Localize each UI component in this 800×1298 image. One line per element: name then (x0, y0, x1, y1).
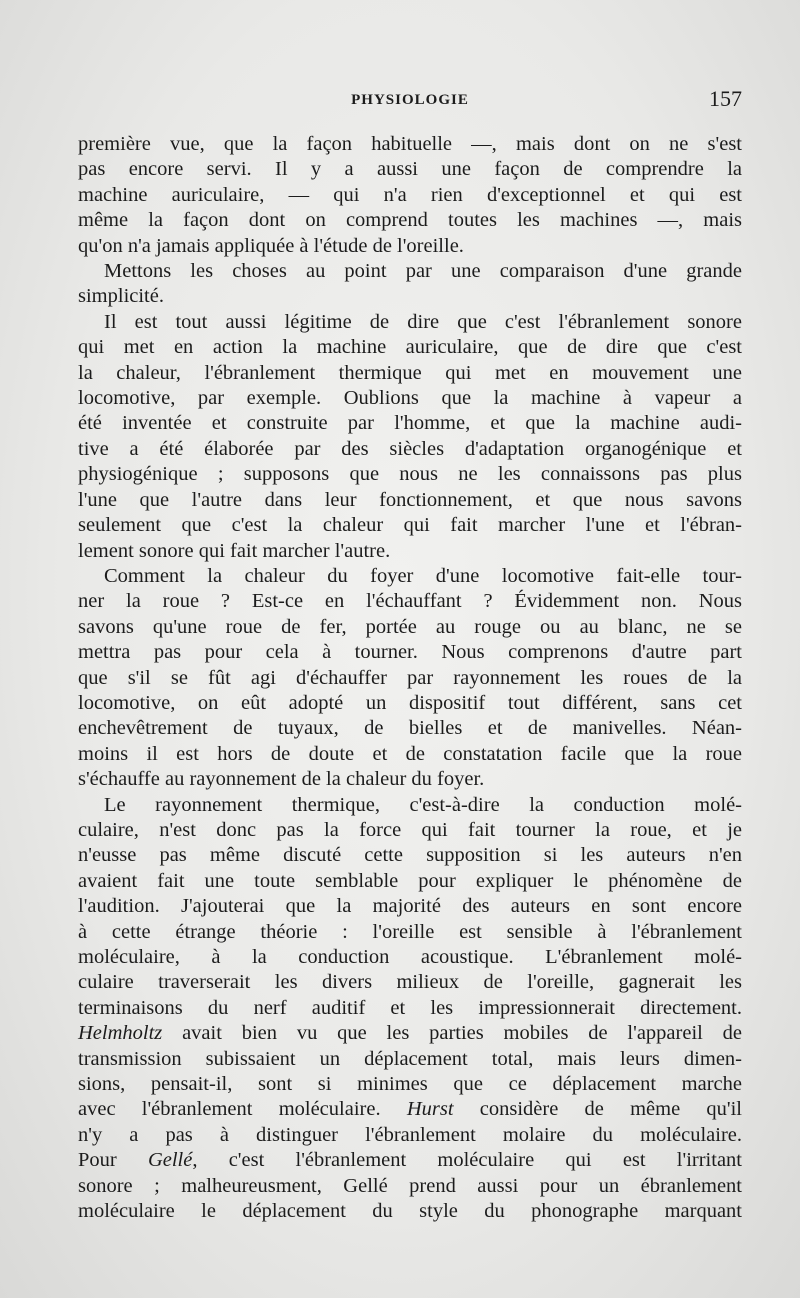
text-line: sonore ; malheureusment, Gellé prend aussi pour un ébranlement (78, 1174, 742, 1197)
text-line: culaire, n'est donc pas la force qui fait tourner la roue, et je (78, 818, 742, 841)
author-name: Hurst (406, 1098, 454, 1121)
text-segment: Pour (78, 1149, 148, 1172)
text-line: terminaisons du nerf auditif et les impressionnerait directement. (78, 996, 742, 1019)
text-line: mettra pas pour cela à tourner. Nous comprenons d'autre part (78, 641, 742, 664)
text-line: locomotive, on eût adopté un dispositif tout différent, sans cet (78, 691, 742, 714)
text-line: locomotive, par exemple. Oublions que la machine à vapeur a (78, 387, 742, 410)
text-segment: avec l'ébranlement moléculaire. (78, 1098, 407, 1121)
text-line: avaient fait une toute semblable pour expliquer le phénomène de (78, 869, 742, 892)
text-line (78, 1021, 742, 1046)
text-segment: considère de même qu'il (453, 1098, 743, 1121)
text-line: à cette étrange théorie : l'oreille est sensible à l'ébranlement (78, 920, 742, 943)
text-line: lement sonore qui fait marcher l'autre. (78, 539, 391, 562)
text-line: machine auriculaire, — qui n'a rien d'exceptionnel et qui est (78, 183, 742, 206)
text-line (78, 1097, 742, 1122)
text-line: sions, pensait-il, sont si minimes que ce déplacement marche (78, 1073, 742, 1096)
text-line: n'y a pas à distinguer l'ébranlement molaire du moléculaire. (78, 1123, 742, 1146)
text-line: la chaleur, l'ébranlement thermique qui met en mouvement une (78, 361, 742, 384)
text-line: s'échauffe au rayonnement de la chaleur du foyer. (78, 768, 485, 791)
text-line: tive a été élaborée par des siècles d'adaptation organogénique et (78, 437, 742, 460)
text-line: Le rayonnement thermique, c'est-à-dire la conduction molé- (104, 793, 742, 816)
text-line: été inventée et construite par l'homme, et que la machine audi- (78, 412, 742, 435)
page-header (78, 86, 742, 116)
text-line (78, 1148, 742, 1173)
text-line: Mettons les choses au point par une comparaison d'une grande (104, 260, 742, 283)
text-line: seulement que c'est la chaleur qui fait marcher l'une et l'ébran- (78, 514, 742, 537)
text-line: n'eusse pas même discuté cette supposition si les auteurs n'en (78, 844, 742, 867)
running-head: PHYSIOLOGIE (351, 92, 469, 108)
text-line: moléculaire, à la conduction acoustique. L'ébranlement molé- (78, 946, 742, 968)
text-line: enchevêtrement de tuyaux, de bielles et de manivelles. Néan- (78, 717, 742, 740)
text-line: que s'il se fût agi d'échauffer par rayonnement les roues de la (78, 666, 742, 689)
text-line: transmission subissaient un déplacement total, mais leurs dimen- (78, 1047, 742, 1070)
text-line: l'audition. J'ajouterai que la majorité des auteurs en sont encore (78, 895, 742, 918)
text-line: l'une que l'autre dans leur fonctionnement, et que nous savons (78, 488, 742, 511)
author-name: Helmholtz (78, 1022, 163, 1045)
text-line: physiogénique ; supposons que nous ne les connaissons pas plus (78, 463, 742, 486)
text-line: moléculaire le déplacement du style du phonographe marquant (78, 1200, 742, 1223)
text-line: moins il est hors de doute et de constatation facile que la roue (78, 742, 742, 765)
text-segment: , c'est l'ébranlement moléculaire qui est l'irritant (192, 1149, 742, 1172)
text-line: qui met en action la machine auriculaire, que de dire que c'est (78, 336, 742, 359)
text-line: qu'on n'a jamais appliquée à l'étude de l'oreille. (78, 234, 464, 257)
text-line: savons qu'une roue de fer, portée au rouge ou au blanc, ne se (78, 615, 742, 638)
author-name: Gellé (147, 1149, 193, 1172)
text-line: Comment la chaleur du foyer d'une locomotive fait-elle tour- (104, 564, 742, 587)
page-number: 157 (709, 86, 742, 111)
text-line: pas encore servi. Il y a aussi une façon de comprendre la (78, 158, 742, 181)
text-line: ner la roue ? Est-ce en l'échauffant ? Évidemment non. Nous (78, 590, 742, 613)
text-segment: avait bien vu que les parties mobiles de l'appareil de (162, 1022, 742, 1045)
body-text (78, 132, 742, 1224)
text-line: simplicité. (78, 285, 164, 308)
text-line: culaire traverserait les divers milieux de l'oreille, gagnerait les (78, 971, 742, 994)
text-line: même la façon dont on comprend toutes les machines —, mais (78, 209, 742, 232)
text-line: Il est tout aussi légitime de dire que c'est l'ébranlement sonore (104, 310, 742, 333)
text-line: première vue, que la façon habituelle —, mais dont on ne s'est (78, 133, 742, 155)
